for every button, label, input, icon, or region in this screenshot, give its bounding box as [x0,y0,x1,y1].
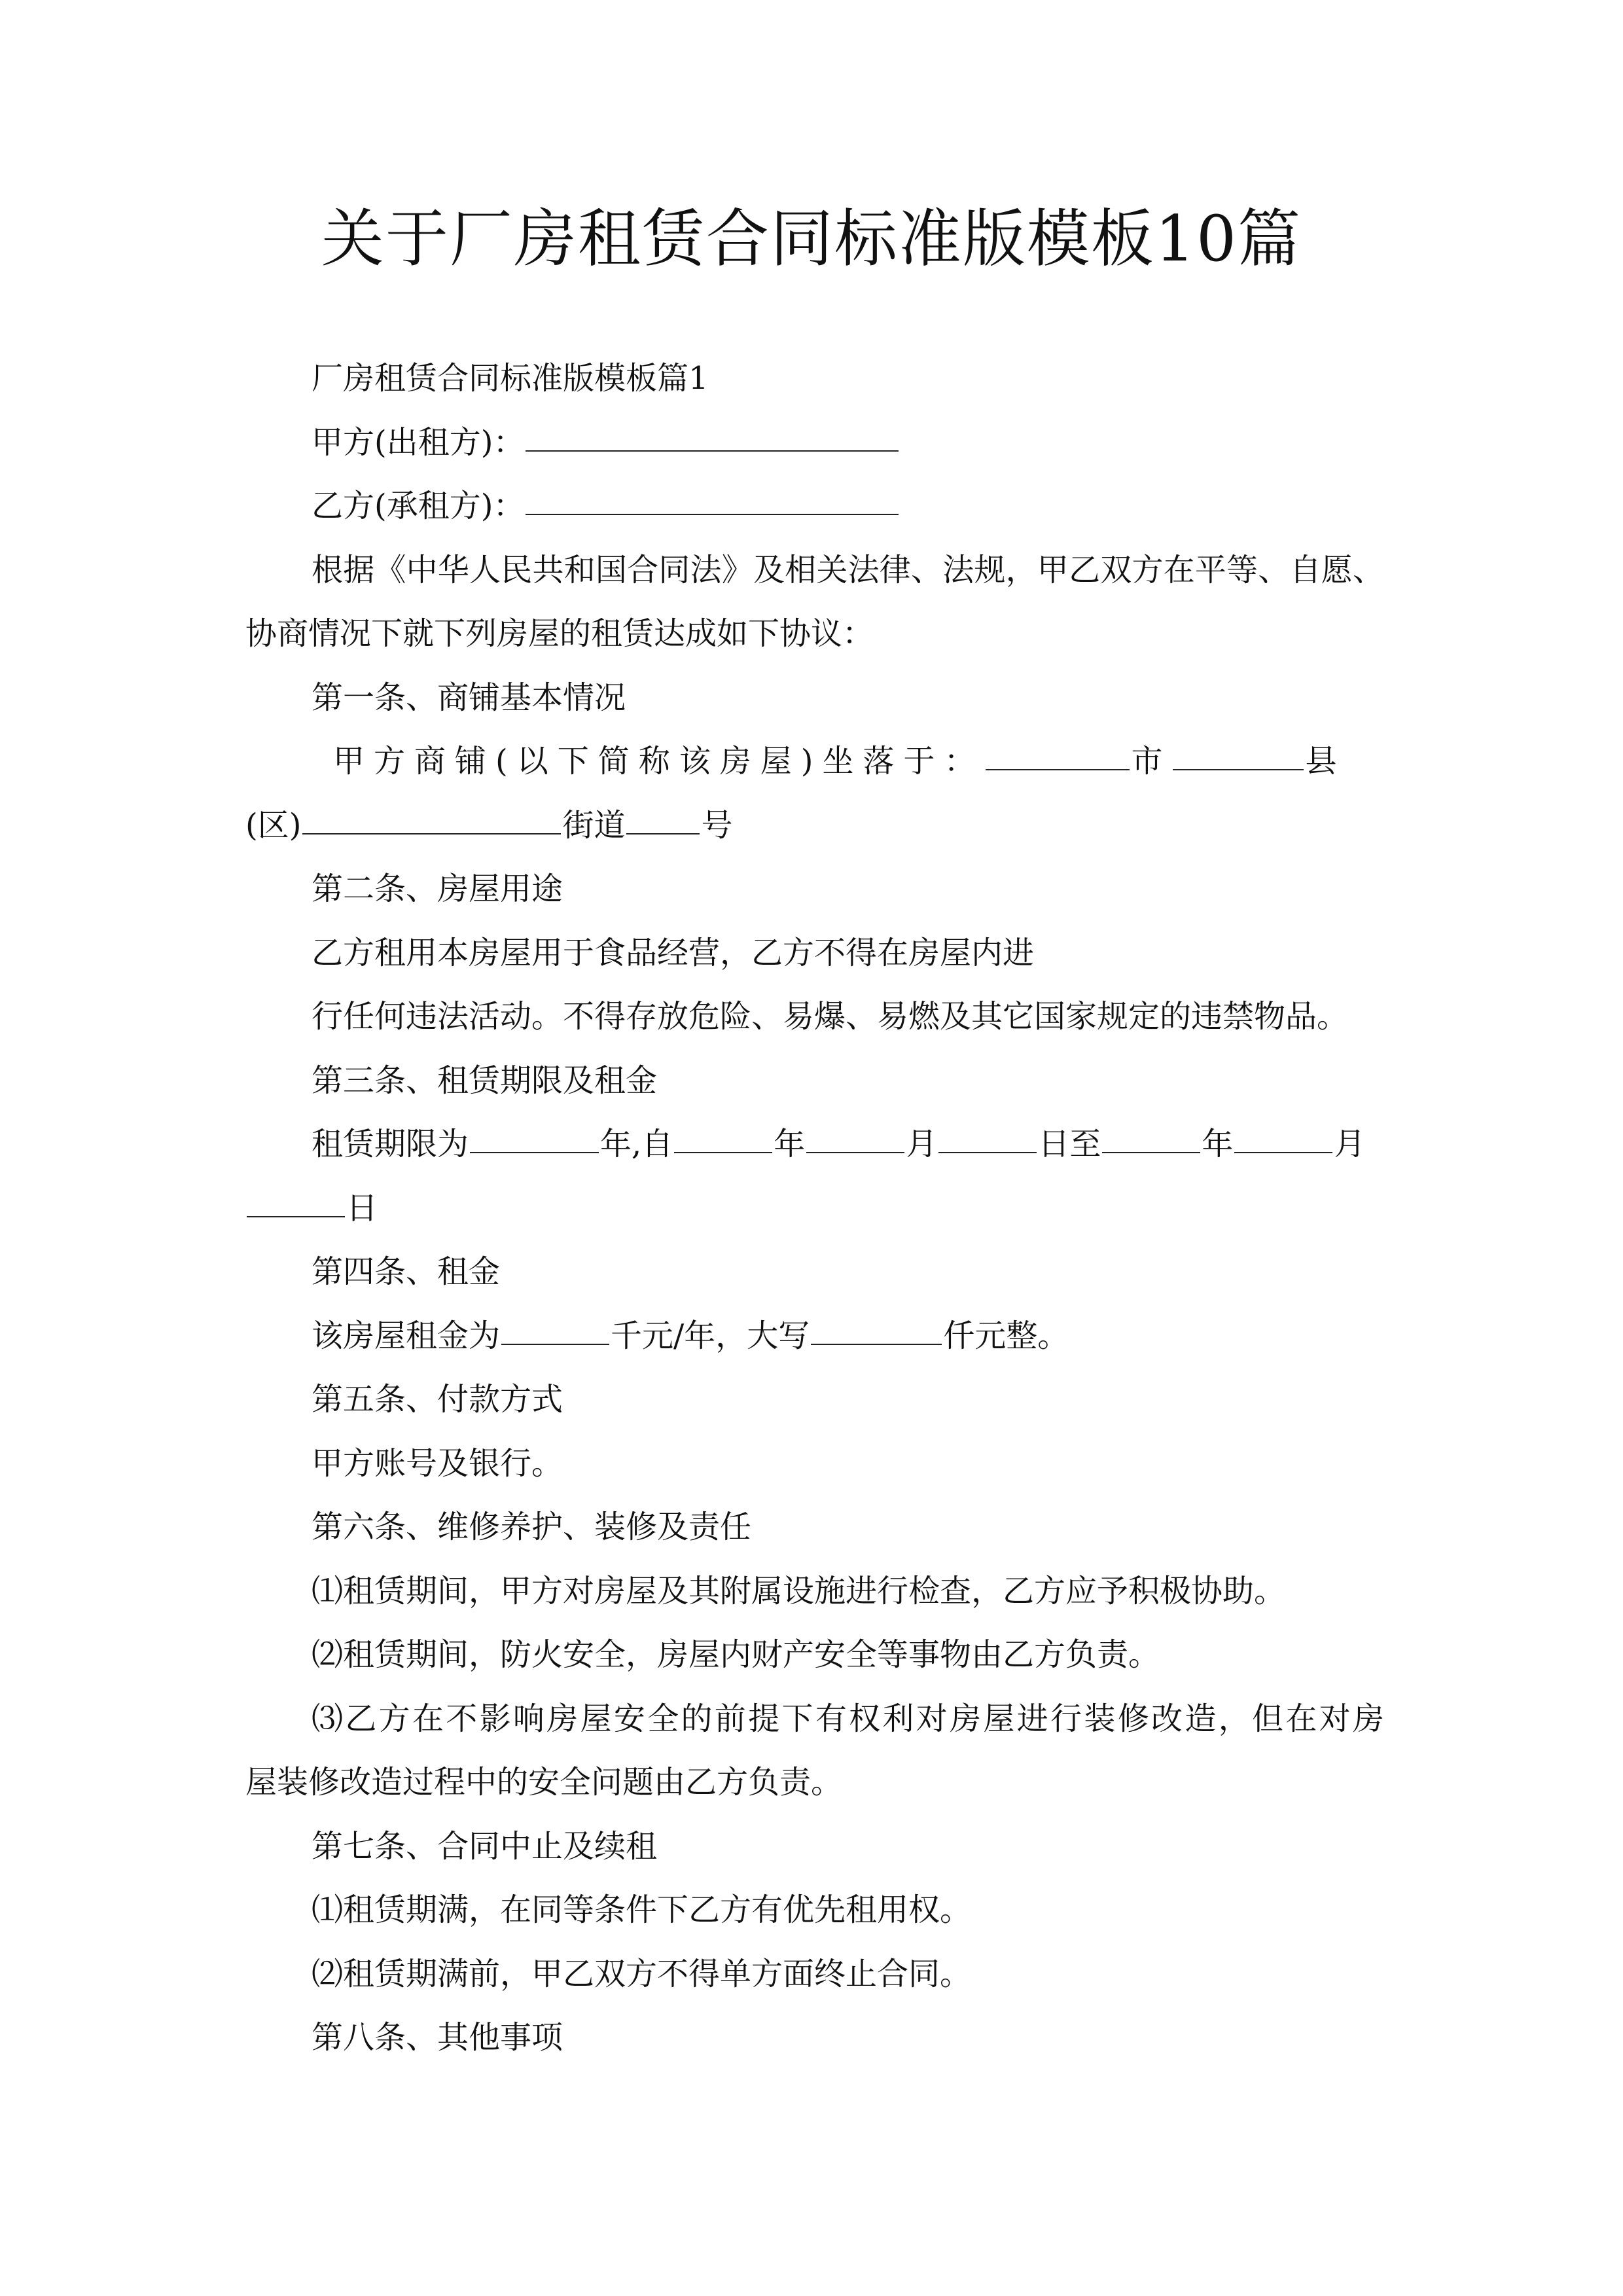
county-label: 县 [1305,743,1346,780]
term-label: 租赁期限为 [312,1126,469,1162]
term-line-2 [245,1177,1384,1241]
rent-capital-blank[interactable] [811,1304,942,1345]
renewal-item-2: ⑵租赁期满前，甲乙双方不得单方面终止合同。 [312,1955,972,1992]
term-from-label: 年,自 [600,1126,673,1162]
section-subtitle: 厂房租赁合同标准版模板篇1 [312,360,709,397]
article-4-heading: 第四条、租金 [312,1253,501,1290]
party-b-line [245,475,1384,539]
document-body [245,347,1384,2070]
end-month-blank[interactable] [1234,1113,1332,1153]
month-label: 月 [906,1126,938,1162]
day-to-label: 日至 [1038,1126,1101,1162]
rent-amount-blank[interactable] [501,1304,609,1345]
renewal-item-1: ⑴租赁期满，在同等条件下乙方有优先租用权。 [312,1892,972,1928]
article-3-heading: 第三条、租赁期限及租金 [312,1062,658,1099]
party-a-line [245,411,1384,475]
article-5-heading: 第五条、付款方式 [312,1381,563,1418]
maintenance-item-1: ⑴租赁期间，甲方对房屋及其附属设施进行检查，乙方应予积极协助。 [312,1572,1286,1609]
county-blank[interactable] [1173,730,1304,770]
number-blank[interactable] [626,794,700,834]
street-label: 街道 [562,806,626,844]
usage-line-1: 乙方租用本房屋用于食品经营，乙方不得在房屋内进 [312,934,1035,971]
start-month-blank[interactable] [806,1113,904,1153]
party-b-label: 乙方(承租方)： [312,488,525,524]
district-blank[interactable] [302,794,561,834]
location-label: 甲方商铺(以下简称该房屋)坐落于： [333,743,985,780]
usage-line-2: 行任何违法活动。不得存放危险、易爆、易燃及其它国家规定的违禁物品。 [312,998,1349,1035]
start-year-blank[interactable] [674,1113,772,1153]
article-6-heading: 第六条、维修养护、装修及责任 [312,1509,752,1545]
location-line-2 [245,794,1384,858]
article-7-heading: 第七条、合同中止及续租 [312,1827,658,1865]
month-label: 月 [1334,1126,1366,1162]
article-2-heading: 第二条、房屋用途 [312,870,563,907]
intro-paragraph-line-2: 协商情况下就下列房屋的租赁达成如下协议： [245,615,874,652]
end-day-blank[interactable] [247,1177,345,1217]
maintenance-item-3-line-2: 屋装修改造过程中的安全问题由乙方负责。 [245,1764,843,1801]
end-year-blank[interactable] [1102,1113,1200,1153]
city-label: 市 [1131,743,1172,780]
party-a-label: 甲方(出租方)： [312,423,525,461]
day-label: 日 [346,1189,378,1227]
year-label: 年 [774,1126,806,1162]
maintenance-item-3-line-1: ⑶乙方在不影响房屋安全的前提下有权利对房屋进行装修改造，但在对房 [312,1700,1384,1737]
party-a-blank[interactable] [526,411,899,452]
intro-paragraph-line-1: 根据《中华人民共和国合同法》及相关法律、法规，甲乙双方在平等、自愿、 [312,551,1384,588]
term-years-blank[interactable] [470,1113,599,1153]
rent-unit-label: 千元/年，大写 [611,1317,810,1354]
party-b-blank[interactable] [526,475,899,515]
district-label: (区) [245,806,302,844]
rent-label: 该房屋租金为 [312,1317,501,1354]
year-label: 年 [1202,1126,1234,1162]
payment-text: 甲方账号及银行。 [312,1444,563,1482]
location-line [245,730,1384,794]
city-blank[interactable] [986,730,1130,770]
rent-suffix: 仟元整。 [943,1317,1069,1354]
term-line [245,1113,1384,1177]
number-label: 号 [701,806,733,844]
document-title: 关于厂房租赁合同标准版模板10篇 [321,202,1302,276]
start-day-blank[interactable] [938,1113,1037,1153]
article-1-heading: 第一条、商铺基本情况 [312,679,626,716]
maintenance-item-2: ⑵租赁期间，防火安全，房屋内财产安全等事物由乙方负责。 [312,1636,1160,1673]
article-8-heading: 第八条、其他事项 [312,2019,563,2056]
rent-line [245,1304,1384,1369]
